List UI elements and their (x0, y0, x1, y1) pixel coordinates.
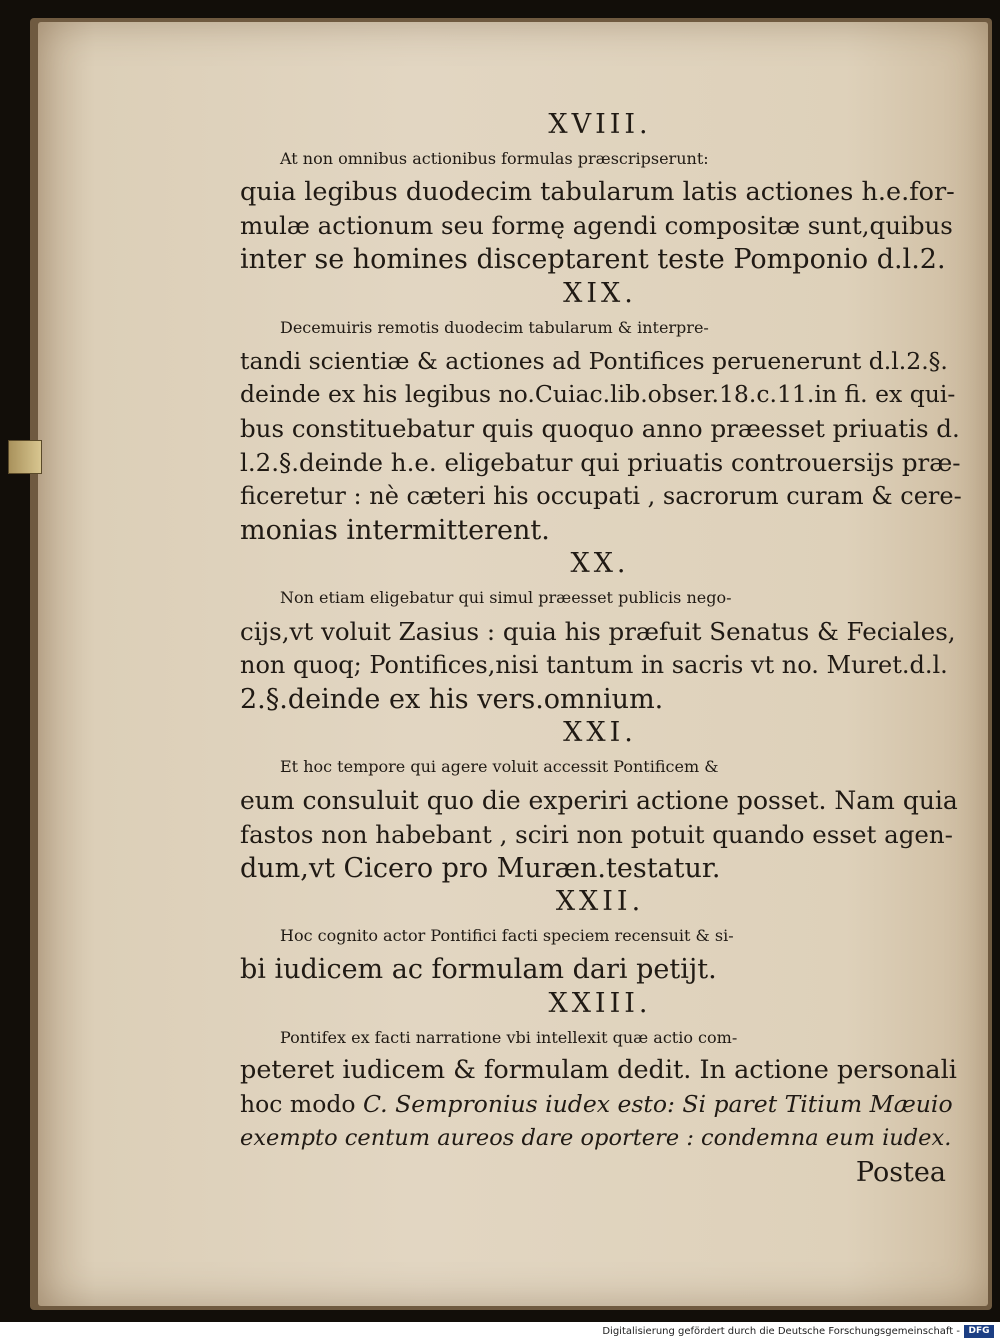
text-line-content: fastos non habebant , sciri non potuit quando esset agen- (240, 819, 953, 849)
text-line-content: ficeretur : nè cæteri his occupati , sacrorum curam & cere- (240, 481, 962, 510)
text-line (240, 615, 960, 649)
text-line-content: quia legibus duodecim tabularum latis actiones h.e.for- (240, 176, 955, 207)
text-line (240, 1088, 960, 1122)
text-line (240, 919, 960, 953)
text-line (240, 683, 960, 717)
text-line-content: inter se homines disceptarent teste Pomponio d.l.2. (240, 244, 946, 276)
text-line (240, 1054, 960, 1088)
text-line-content: tandi scientiæ & actiones ad Pontifices peruenerunt d.l.2.§. (240, 346, 948, 375)
text-line-content: mulæ actionum seu formę agendi compositæ sunt,quibus (240, 211, 953, 241)
section-heading: XXII. (555, 886, 645, 918)
text-line (240, 649, 960, 683)
text-line-content: Hoc cognito actor Pontifici facti speciem recensuit & si- (280, 926, 734, 946)
text-line (240, 1021, 960, 1055)
footer-bar (0, 1322, 1000, 1342)
text-line (240, 176, 960, 210)
footer-credit: Digitalisierung gefördert durch die Deutsche Forschungsgemeinschaft - (602, 1326, 960, 1337)
text-line (240, 581, 960, 615)
text-line (240, 750, 960, 784)
text-line (240, 953, 960, 987)
text-line (240, 784, 960, 818)
section-heading: XVIII. (548, 109, 652, 140)
section-heading: XX. (570, 548, 630, 580)
text-line-content: eum consuluit quo die experiri actione posset. Nam quia (240, 785, 958, 815)
page-tab-marker (8, 440, 42, 474)
text-line (240, 209, 960, 243)
text-line-content: peteret iudicem & formulam dedit. In actione personali (240, 1055, 957, 1086)
italic-formula-text: C. Sempronius iudex esto: Si paret Titium Mæuio (363, 1090, 953, 1119)
text-line (240, 480, 960, 514)
text-line (240, 345, 960, 379)
italic-formula-line: exempto centum aureos dare oportere : condemna eum iudex. (240, 1124, 952, 1151)
section-heading: XIX. (563, 277, 637, 309)
text-line-content: non quoq; Pontifices,nisi tantum in sacris vt no. Muret.d.l. (240, 650, 948, 679)
text-line-content: At non omnibus actionibus formulas præscripserunt: (280, 148, 709, 168)
text-line-content: 2.§.deinde ex his vers.omnium. (240, 683, 664, 715)
text-line-content: monias intermitterent. (240, 514, 550, 546)
text-line (240, 446, 960, 480)
text-line (240, 378, 960, 412)
text-line-content: hoc modo (240, 1090, 356, 1119)
text-line-content: bus constituebatur quis quoquo anno præesset priuatis d. (240, 414, 960, 444)
text-line-content: l.2.§.deinde h.e. eligebatur qui priuatis controuersijs præ- (240, 447, 961, 477)
text-line (240, 852, 960, 886)
page-text (240, 108, 960, 1190)
section-heading: XXIII. (548, 987, 652, 1019)
text-line (240, 311, 960, 345)
text-line-content: bi iudicem ac formulam dari petijt. (240, 953, 717, 985)
text-line-content: deinde ex his legibus no.Cuiac.lib.obser.18.c.11.in fi. ex qui- (240, 380, 956, 409)
text-line (240, 412, 960, 446)
dfg-logo: DFG (964, 1325, 994, 1338)
text-line (240, 818, 960, 852)
catchword: Postea (855, 1156, 946, 1188)
section-heading: XXI. (563, 717, 637, 749)
text-line-content: Et hoc tempore qui agere voluit accessit Pontificem & (280, 757, 719, 777)
text-line (240, 514, 960, 548)
text-line (240, 142, 960, 176)
text-line-content: cijs,vt voluit Zasius : quia his præfuit Senatus & Feciales, (240, 616, 956, 646)
text-line-content: Pontifex ex facti narratione vbi intellexit quæ actio com- (280, 1027, 738, 1047)
text-line-content: dum,vt Cicero pro Muræn.testatur. (240, 852, 721, 884)
text-line-content: Non etiam eligebatur qui simul præesset publicis nego- (280, 588, 732, 608)
text-line (240, 243, 960, 277)
text-line-content: Decemuiris remotis duodecim tabularum & interpre- (280, 317, 709, 337)
